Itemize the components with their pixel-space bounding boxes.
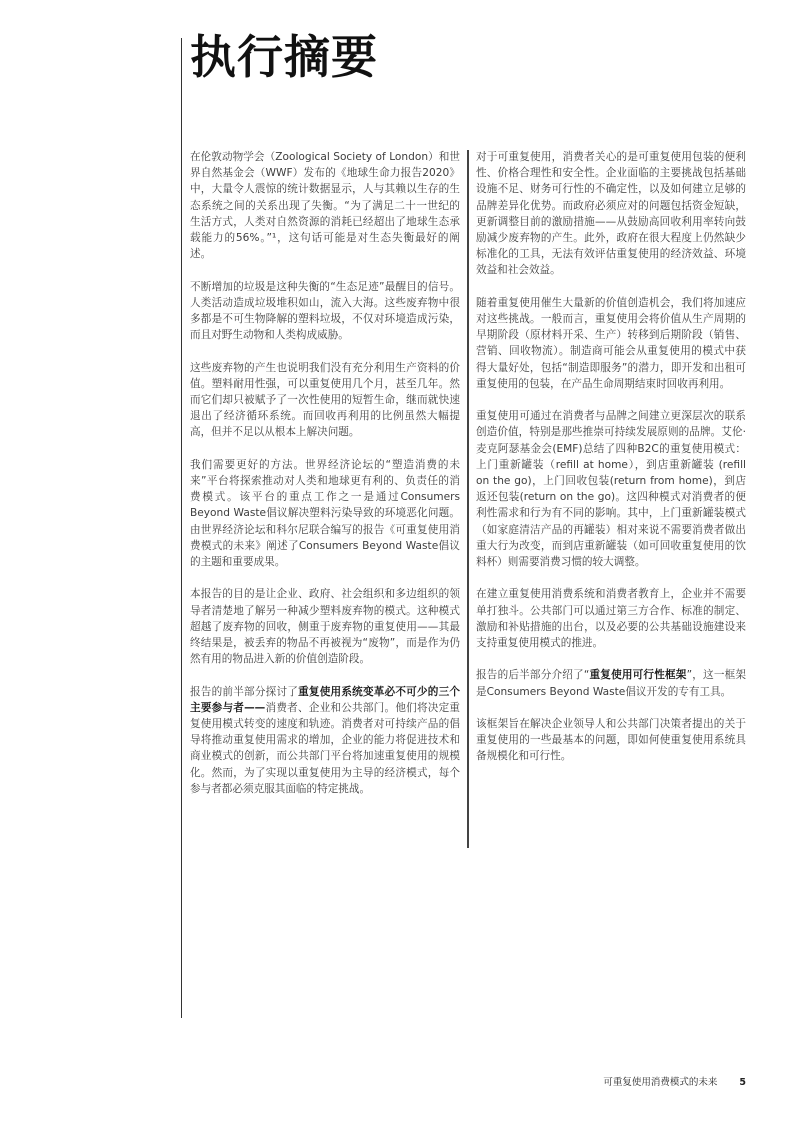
paragraph: [190, 684, 460, 797]
emphasis-text: 重复使用系统变革必不可少的三个主要参与者——: [190, 685, 461, 714]
paragraph: 在建立重复使用消费系统和消费者教育上，企业并不需要单打独斗。公共部门可以通过第三方合作、标准的制定、激励和补贴措施的出台，以及必要的公共基础设施建设来支持重复使用模式的推进。: [476, 588, 746, 650]
paragraph: 该框架旨在解决企业领导人和公共部门决策者提出的关于重复使用的一些最基本的问题，即如何使重复使用系统具备规模化和可行性。: [476, 718, 746, 763]
page-title: 执行摘要: [190, 30, 378, 84]
text: ”，这一框架是Consumers Beyond Waste倡议开发的专有工具。: [476, 669, 746, 698]
text: 报告的前半部分探讨了: [190, 685, 299, 698]
page-number: 5: [739, 1077, 746, 1088]
paragraph: 我们需要更好的方法。世界经济论坛的“塑造消费的未来”平台将探索推动对人类和地球更有利的、负责任的消费模式。该平台的重点工作之一是通过Consumers Beyond Waste倡议解决塑料污染导致的环境恶化问题。由世界经济论坛和科尔尼联合编写的报告《可重复使用消费模式的未来》阐述了Consumers Beyond Waste倡议的主题和重要成果。: [190, 458, 460, 569]
footer-report-title: 可重复使用消费模式的未来: [603, 1077, 718, 1088]
paragraph: 在伦敦动物学会（Zoological Society of London）和世界自然基金会（WWF）发布的《地球生命力报告2020》中，大量令人震惊的统计数据显示，人与其赖以生存的生态系统之间的关系出现了失衡。“为了满足二十一世纪的生活方式，人类对自然资源的消耗已经超出了地球生态承载能力的56%。”¹，这句话可能是对生态失衡最好的阐述。: [190, 151, 460, 261]
paragraph: 随着重复使用催生大量新的价值创造机会，我们将加速应对这些挑战。一般而言，重复使用会将价值从生产周期的早期阶段（原材料开采、生产）转移到后期阶段（销售、营销、回收物流）。制造商可能会从重复使用的模式中获得大量好处，包括“制造即服务”的潜力，即开发和出租可重复使用的包装，在产品生命周期结束时回收再利用。: [476, 296, 746, 390]
left-text-column: [190, 149, 460, 813]
emphasis-text: 重复使用可行性框架: [589, 669, 687, 682]
paragraph: 这些废弃物的产生也说明我们没有充分利用生产资料的价值。塑料耐用性强，可以重复使用几个月，甚至几年。然而它们却只被赋予了一次性使用的短暂生命，继而就快速退出了经济循环系统。而回收再利用的比例虽然大幅提高，但并不足以从根本上解决问题。: [190, 361, 460, 439]
text: 报告的后半部分介绍了“: [476, 669, 590, 682]
paragraph: [476, 667, 746, 699]
left-margin-rule: [181, 38, 182, 1018]
paragraph: 重复使用可通过在消费者与品牌之间建立更深层次的联系创造价值，特别是那些推崇可持续发展原则的品牌。艾伦·麦克阿瑟基金会(EMF)总结了四种B2C的重复使用模式：上门重新罐装（refill at home），到店重新罐装 (refill on the go)，上门回收包装(return from home)，到店返还包装(return on the go)。这四种模式对消费者的便利性需求和行为有不同的影响。其中，上门重新罐装模式（如家庭清洁产品的再罐装）相对来说不需要消费者做出重大行为改变，而到店重新罐装（如可回收重复使用的饮料杯）则需要消费习惯的较大调整。: [476, 410, 746, 569]
column-divider: [467, 150, 469, 848]
right-text-column: [476, 149, 746, 781]
paragraph: 对于可重复使用，消费者关心的是可重复使用包装的便利性、价格合理性和安全性。企业面临的主要挑战包括基础设施不足、财务可行性的不确定性，以及如何建立足够的品牌差异化优势。而政府必须应对的问题包括资金短缺，更新调整目前的激励措施——从鼓励高回收利用率转向鼓励减少废弃物的产生。此外，政府在很大程度上仍然缺少标准化的工具，无法有效评估重复使用的经济效益、环境效益和社会效益。: [476, 151, 746, 277]
page-footer: [603, 1074, 746, 1088]
text: 消费者、企业和公共部门。他们将决定重复使用模式转变的速度和轨迹。消费者对可持续产品的倡导将推动重复使用需求的增加，企业的能力将促进技术和商业模式的创新，而公共部门平台将加速重复使用的规模化。然而，为了实现以重复使用为主导的经济模式，每个参与者都必须克服其面临的特定挑战。: [190, 701, 461, 795]
paragraph: 不断增加的垃圾是这种失衡的“生态足迹”最醒目的信号。人类活动造成垃圾堆积如山，流入大海。这些废弃物中很多都是不可生物降解的塑料垃圾，不仅对环境造成污染，而且对野生动物和人类构成威胁。: [190, 280, 460, 342]
paragraph: 本报告的目的是让企业、政府、社会组织和多边组织的领导者清楚地了解另一种减少塑料废弃物的模式。这种模式超越了废弃物的回收，侧重于废弃物的重复使用——其最终结果是，被丢弃的物品不再被视为“废物”，而是作为仍然有用的物品进入新的价值创造阶段。: [190, 588, 460, 666]
